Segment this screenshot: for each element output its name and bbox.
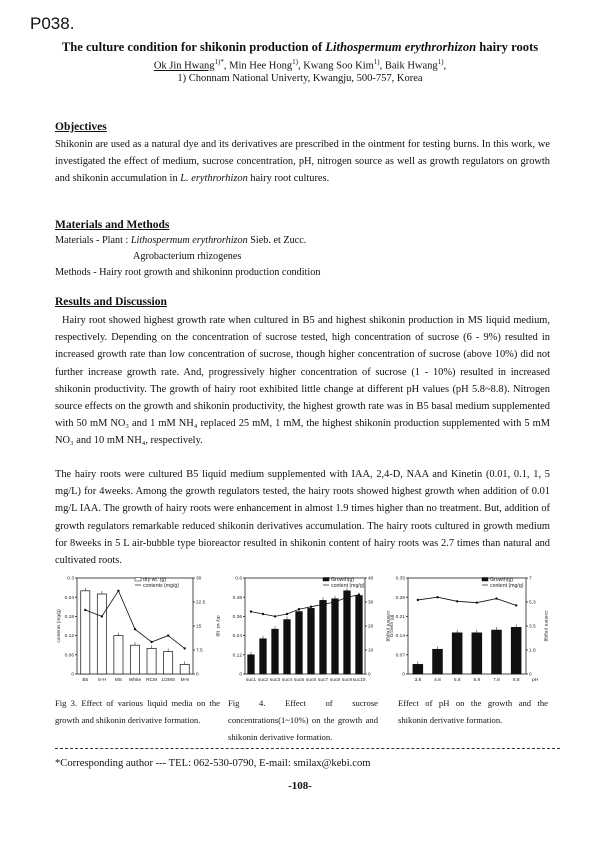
y2-tick-label: 30 — [196, 576, 202, 582]
x-tick-label: MS — [114, 678, 123, 683]
content-point — [436, 596, 438, 598]
figure-5-caption: Effect of pH on the growth and the shikonin derivative formation. — [398, 698, 548, 725]
x-tick-label: B5 — [82, 678, 89, 683]
figure-4-caption: Fig 4. Effect of sucrose concentrations(1~10%) on the growth and shikonin derivative formation. — [228, 698, 378, 742]
y2-tick-label: 22.5 — [196, 600, 206, 606]
x-tick-label: suc6 — [305, 678, 317, 683]
bar-0-2 — [114, 636, 123, 674]
x-tick-label: suc4 — [281, 678, 293, 683]
author-2: , Min Hee Hong — [223, 60, 293, 72]
legend-series-2: contents (mg/g) — [143, 583, 180, 589]
bar-2-4 — [492, 630, 502, 674]
materials-label: Materials - Plant : — [55, 235, 131, 246]
author-4-sup: 1) — [437, 58, 444, 66]
y2-tick-label: 7 — [529, 576, 532, 582]
bar-1-0 — [248, 655, 255, 674]
bar-0-1 — [97, 594, 106, 674]
content-point — [117, 590, 119, 592]
bar-0-6 — [180, 664, 189, 674]
y-tick-label: 0.21 — [395, 615, 405, 620]
bar-1-1 — [260, 639, 267, 674]
x-axis-label: pH — [532, 678, 539, 683]
y-axis-label: contents (mg/g) — [57, 609, 62, 643]
content-point — [134, 628, 136, 630]
objectives-species: L. erythrorhizon — [180, 173, 248, 185]
objectives-heading: Objectives — [55, 121, 107, 133]
legend-series-1: dry wt. (g) — [143, 577, 167, 583]
bar-1-5 — [308, 608, 315, 674]
results-paragraph-2: The hairy roots were cultured B5 liquid medium supplemented with IAA, 2,4-D, NAA and Kinetin (0.01, 0.1, 1, 5 mg/L) for 4weeks. Among the growth regulators tested, the hairy roots showed highest growth when addition of 0.01 mg/L IAA. The growth of hairy roots were enhancement in almost 1.9 times higher than no treatment. But, addition of growth regulators remarkable reduced shikonin derivatives accumulation. The hairy roots cultured in growth medium for 8weeks in 5 L air-bubble type bioreactor resulted in shikonin content of hairy roots was 2.7 times than natural and cultivated roots. — [55, 469, 550, 567]
y2-tick-label: 40 — [368, 576, 374, 582]
y-tick-label: 0 — [402, 672, 405, 678]
content-point — [310, 606, 312, 608]
bar-1-3 — [284, 620, 291, 674]
x-tick-label: 5.8 — [453, 678, 461, 683]
bar-0-4 — [147, 648, 156, 674]
methods-line: Methods - Hairy root growth and shikoninn production condition — [55, 267, 321, 278]
y2-tick-label: 7.5 — [196, 648, 203, 654]
legend-bar-swatch — [323, 578, 329, 582]
y2-tick-label: 0 — [196, 672, 199, 678]
content-point — [250, 610, 252, 612]
x-tick-label: suc1 — [245, 678, 257, 683]
x-tick-label: suc2 — [257, 678, 269, 683]
x-tick-label: 1/2MS — [161, 678, 176, 683]
x-tick-label: 3.8 — [414, 678, 422, 683]
y-tick-label: 0.48 — [232, 595, 242, 601]
legend-series-2: content (mg/g) — [490, 583, 524, 589]
content-point — [358, 594, 360, 596]
content-point — [286, 613, 288, 615]
bar-1-2 — [272, 629, 279, 674]
content-point — [495, 597, 497, 599]
bar-2-2 — [452, 633, 462, 674]
paper-title — [0, 40, 600, 55]
x-tick-label: M-9 — [180, 678, 189, 683]
y-tick-label: 0 — [71, 672, 74, 678]
y-tick-label: 0.12 — [232, 653, 242, 659]
y-tick-label: 0.07 — [395, 653, 405, 659]
y2-tick-label: 30 — [368, 600, 374, 606]
materials-line — [55, 235, 306, 246]
affiliation: 1) Chonnam National Univerty, Kwangju, 500-757, Korea — [177, 73, 423, 84]
footer-divider — [55, 748, 560, 749]
content-point — [184, 647, 186, 649]
x-tick-label: suc9 — [341, 678, 353, 683]
y-tick-label: 0.24 — [232, 634, 242, 640]
figure-3-media-chart — [55, 570, 220, 688]
content-point — [167, 634, 169, 636]
y2-tick-label: 0 — [368, 672, 371, 678]
x-tick-label: White — [128, 678, 142, 683]
x-tick-label: suc8 — [329, 678, 341, 683]
content-point — [150, 641, 152, 643]
poster-code: P038. — [30, 14, 75, 33]
author-3: , Kwang Soo Kim — [297, 60, 374, 72]
title-species: Lithospermum erythrorhizon — [325, 40, 477, 54]
y-tick-label: 0.12 — [64, 634, 74, 640]
methods-heading: Materials and Methods — [55, 219, 170, 231]
figure-4-sucrose-chart — [225, 570, 390, 688]
author-2-sup: 1) — [292, 58, 298, 66]
content-point — [346, 596, 348, 598]
bar-2-3 — [472, 633, 482, 674]
y-tick-label: 0.28 — [395, 595, 405, 601]
content-point — [456, 600, 458, 602]
y2-axis-label: content (mg/g) — [385, 610, 390, 642]
y-tick-label: 0.06 — [64, 653, 74, 659]
y-tick-label: 0.3 — [67, 576, 74, 582]
plot-frame — [408, 578, 526, 674]
x-tick-label: suc10 — [352, 678, 366, 683]
bar-2-5 — [511, 627, 521, 674]
results-heading: Results and Discussion — [55, 296, 167, 308]
legend-series-2: content (mg/g) — [331, 583, 365, 589]
author-4: , Baik Hwang — [379, 60, 438, 72]
y2-tick-label: 20 — [368, 624, 374, 630]
objectives-text-pre: Shikonin are used as a natural dye and its derivatives are prescribed in the ointment for testing burns. In this work, we investigated the effect of medium, sucrose concentration, pH, nitrogen source as well as growth regulators on growth and shikonin accumulation in — [55, 139, 550, 185]
legend-bar-swatch — [135, 578, 141, 582]
y2-tick-label: 10 — [368, 648, 374, 654]
x-tick-label: suc7 — [317, 678, 329, 683]
legend-series-1: Growth(g) — [331, 577, 355, 583]
agrobacterium-line: Agrobacterium rhizogenes — [133, 251, 242, 262]
y2-tick-label: 15 — [196, 624, 202, 630]
title-pre: The culture condition for shikonin production of — [61, 40, 326, 54]
content-point — [274, 615, 276, 617]
x-tick-label: suc3 — [269, 678, 281, 683]
bar-1-9 — [356, 596, 363, 674]
y-tick-label: 0.35 — [395, 576, 405, 582]
bar-2-1 — [433, 649, 443, 674]
materials-tail: Sieb. et Zucc. — [247, 235, 307, 246]
y-tick-label: 0.14 — [395, 634, 405, 640]
content-line-2 — [418, 597, 516, 605]
y-tick-label: 0.36 — [232, 615, 242, 620]
objectives-text-post: hairy root cultures. — [247, 173, 330, 185]
author-list — [0, 58, 600, 72]
content-point — [515, 604, 517, 606]
y2-tick-label: 5.3 — [529, 600, 536, 606]
title-post: hairy roots — [476, 40, 539, 54]
legend-bar-swatch — [482, 578, 488, 582]
y2-axis-label: content (mg/g) — [543, 610, 548, 642]
objectives-text — [55, 136, 550, 188]
bar-2-0 — [413, 664, 423, 674]
author-1-sup: 1)* — [214, 58, 224, 66]
figure-5-ph-chart — [388, 570, 548, 688]
materials-species: Lithospermum erythrorhizon — [130, 235, 248, 246]
content-line-1 — [251, 595, 359, 617]
author-4-tail: , — [443, 60, 447, 72]
x-tick-label: 7.8 — [493, 678, 500, 683]
y-axis-label: Growth (g) — [390, 614, 395, 638]
bar-0-3 — [130, 645, 139, 674]
results-paragraph-1: Hairy root showed highest growth rate when cultured in B5 and highest shikonin production in MS liquid medium, respectively. Depending on the concentration of sucrose tested, high concentration of sucrose (6 - 9%) resulted in increased growth rate than low concentration of sucrose, though higher concentration of sucrose (above 10%) did not further increase growth rate. And, progressively higher concentration of sucrose (1 - 10%) resulted in increased shikonin productivity. The growth of hairy root exhibited little change at different pH values (pH 5.8~8.8). Nitrogen source effects on the growth and shikonin productivity, the highest growth rate was in B5 basal medium supplemented with 50 mM NO₃ and 1 mM NH₄ replaced 25 mM, 1 mM, the highest shikonin production supplemented with 5 mM NO₃ and 10 mM NH₄, respectively. — [55, 315, 550, 447]
figure-3-caption: Fig 3. Effect of various liquid media on the growth and shikonin derivative formation. — [55, 698, 220, 725]
y-tick-label: 0.6 — [235, 576, 242, 582]
content-point — [476, 601, 478, 603]
page-number: -108- — [288, 780, 312, 792]
author-1: Ok Jin Hwang — [153, 60, 215, 72]
y-tick-label: 0 — [239, 672, 242, 678]
author-3-sup: 1) — [373, 58, 380, 66]
y-tick-label: 0.24 — [64, 595, 74, 601]
y2-tick-label: 3.5 — [529, 624, 536, 630]
content-point — [417, 599, 419, 601]
y-tick-label: 0.18 — [64, 615, 74, 620]
x-tick-label: 8.8 — [512, 678, 520, 683]
content-point — [262, 613, 264, 615]
content-point — [298, 608, 300, 610]
x-tick-label: S-H — [97, 678, 106, 683]
bar-0-5 — [164, 652, 173, 674]
corresponding-author: *Corresponding author --- TEL: 062-530-0790, E-mail: smilax@kebi.com — [55, 758, 371, 769]
y2-tick-label: 0 — [529, 672, 532, 678]
bar-0-0 — [81, 591, 90, 674]
content-point — [84, 609, 86, 611]
y2-tick-label: 1.8 — [529, 648, 536, 654]
bar-1-8 — [344, 591, 351, 674]
bar-1-7 — [332, 599, 339, 674]
x-tick-label: 6.8 — [473, 678, 481, 683]
x-tick-label: suc5 — [293, 678, 305, 683]
content-point — [334, 601, 336, 603]
bar-1-6 — [320, 600, 327, 674]
x-tick-label: 4.8 — [434, 678, 441, 683]
x-tick-label: RCM — [146, 678, 158, 683]
legend-series-1: Growth(g) — [490, 577, 514, 583]
content-point — [322, 603, 324, 605]
content-point — [101, 615, 103, 617]
y2-axis-label: dry wt. (g) — [215, 615, 220, 637]
bar-1-4 — [296, 612, 303, 674]
